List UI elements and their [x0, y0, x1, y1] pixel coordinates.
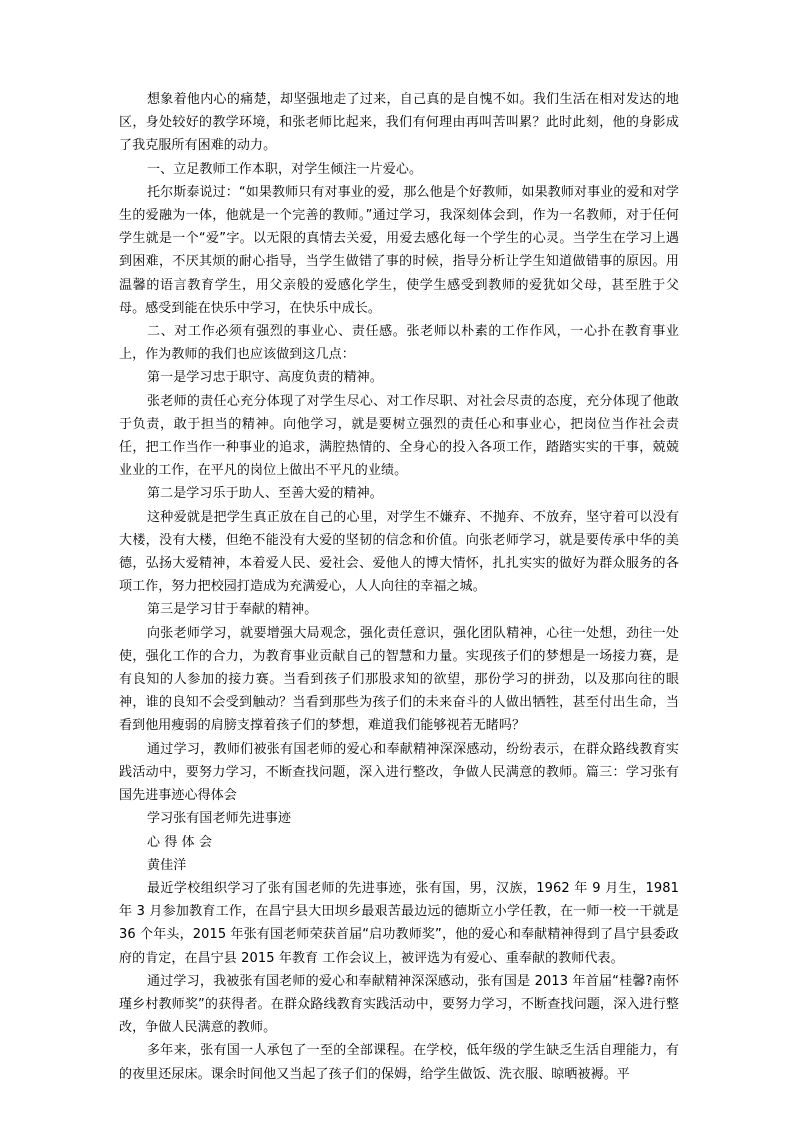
- section-heading: 二、对工作必须有强烈的事业心、责任感。张老师以朴素的工作作风，一心扑在教育事业上，作为教师的我们也应该做到这几点：: [119, 324, 679, 363]
- paragraph: 通过学习，教师们被张有国老师的爱心和奉献精神深深感动，纷纷表示，在群众路线教育实践活动中，要努力学习，不断查找问题，深入进行整改，争做人民满意的教师。篇三：学习张有国先进事迹心得体会: [119, 741, 679, 804]
- paragraph: 想象着他内心的痛楚，却坚强地走了过来，自己真的是自愧不如。我们生活在相对发达的地区，身处较好的教学环境，和张老师比起来，我们有何理由再叫苦叫累？此时此刻，他的身影成了我克服所有困难的动力。: [119, 92, 679, 154]
- author-name: 黄佳洋: [147, 857, 187, 873]
- paragraph: 向张老师学习，就要增强大局观念，强化责任意识，强化团队精神，心往一处想，劲往一处使，强化工作的合力，为教育事业贡献自己的智慧和力量。实现孩子们的梦想是一场接力赛，是有良知的人参加的接力赛。当看到孩子们那股求知的欲望，那份学习的拼劲，以及那向往的眼神，谁的良知不会受到触动？当看到那些为孩子们的未来奋斗的人做出牺牲，甚至付出生命，当看到他用瘦弱的肩膀支撑着孩子们的梦想，难道我们能够视若无睹吗？: [119, 625, 679, 734]
- paragraph: 多年来，张有国一人承包了一至的全部课程。在学校，低年级的学生缺乏生活自理能力，有的夜里还尿床。课余时间他又当起了孩子们的保姆，给学生做饭、洗衣服、晾晒被褥。平: [119, 1043, 679, 1082]
- section-heading: 一、立足教师工作本职，对学生倾注一片爱心。: [147, 161, 423, 177]
- document-page: [119, 88, 679, 1086]
- paragraph: 最近学校组织学习了张有国老师的先进事迹，张有国，男，汉族，1962 年 9 月生，1981 年 3 月参加教育工作，在昌宁县大田坝乡最艰苦最边远的德斯立小学任教，在一师一校一干就是 36 个年头，2015 年张有国老师荣获首届“启功教师奖”，他的爱心和奉献精神得到了昌宁县委政府的肯定，在昌宁县 2015 年教育 工作会议上，被评选为有爱心、重奉献的教师代表。: [119, 880, 679, 966]
- article-subtitle: 心 得 体 会: [147, 834, 213, 850]
- subheading: 第一是学习忠于职守、高度负责的精神。: [147, 370, 383, 386]
- subheading: 第二是学习乐于助人、至善大爱的精神。: [147, 486, 383, 502]
- article-title: 学习张有国老师先进事迹: [147, 811, 292, 827]
- paragraph: 这种爱就是把学生真正放在自己的心里，对学生不嫌弃、不抛弃、不放弃，坚守着可以没有大楼，没有大楼，但绝不能没有大爱的坚韧的信念和价值。向张老师学习，就是要传承中华的美德，弘扬大爱精神，本着爱人民、爱社会、爱他人的博大情怀，扎扎实实的做好为群众服务的各项工作，努力把校园打造成为充满爱心，人人向往的幸福之城。: [119, 509, 679, 595]
- paragraph: 托尔斯泰说过：“如果教师只有对事业的爱，那么他是个好教师，如果教师对事业的爱和对学生的爱融为一体，他就是一个完善的教师。”通过学习，我深刻体会到，作为一名教师，对于任何学生就是一个“爱”字。以无限的真情去关爱，用爱去感化每一个学生的心灵。当学生在学习上遇到困难，不厌其烦的耐心指导，当学生做错了事的时候，指导分析让学生知道做错事的原因。用温馨的语言教育学生，用父亲般的爱感化学生，使学生感受到教师的爱犹如父母，甚至胜于父母。感受到能在快乐中学习，在快乐中成长。: [119, 184, 679, 316]
- subheading: 第三是学习甘于奉献的精神。: [147, 602, 318, 618]
- paragraph: 通过学习，我被张有国老师的爱心和奉献精神深深感动，张有国是 2013 年首届“桂馨?南怀瑾乡村教师奖”的获得者。在群众路线教育实践活动中，要努力学习，不断查找问题，深入进行整改，争做人民满意的教师。: [119, 973, 679, 1036]
- paragraph: 张老师的责任心充分体现了对学生尽心、对工作尽职、对社会尽责的态度，充分体现了他敢于负责，敢于担当的精神。向他学习，就是要树立强烈的责任心和事业心，把岗位当作社会责任，把工作当作一种事业的追求，满腔热情的、全身心的投入各项工作，踏踏实实的干事，兢兢业业的工作，在平凡的岗位上做出不平凡的业绩。: [119, 393, 679, 479]
